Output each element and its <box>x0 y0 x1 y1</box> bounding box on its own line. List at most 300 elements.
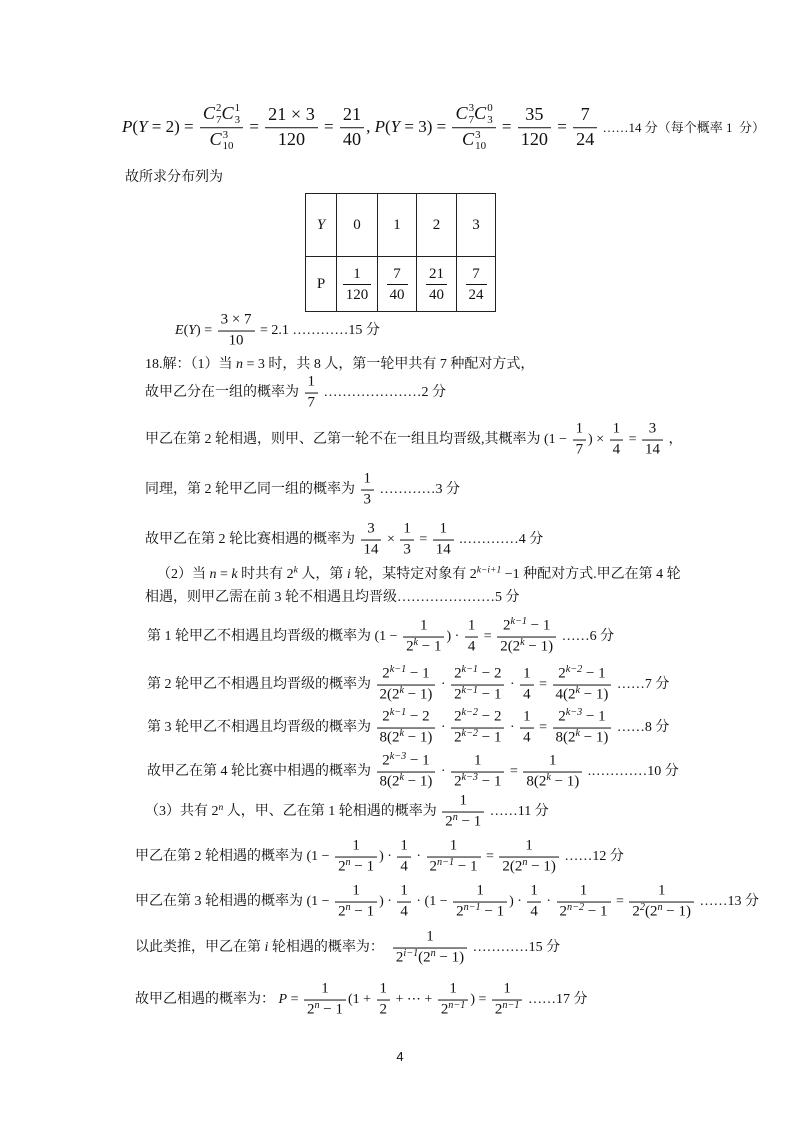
fraction <box>497 615 556 657</box>
text-run: 2 <box>338 858 346 875</box>
text-run: ， <box>664 432 683 448</box>
text-run: − 1 <box>319 1001 343 1018</box>
superscript: k <box>575 727 580 739</box>
fraction-denominator <box>361 491 374 510</box>
text-run: 同理，第 2 轮甲乙同一组的概率为 <box>145 482 359 498</box>
part3-round2-line <box>135 838 624 877</box>
fraction <box>642 421 663 460</box>
fraction-numerator <box>642 421 663 441</box>
text-run: − 1) <box>435 949 465 966</box>
text-run: 8(2 <box>526 773 547 790</box>
fraction-numerator <box>397 883 410 903</box>
text-run: 1 <box>449 837 458 854</box>
text-run: 1 <box>439 520 447 537</box>
fraction-denominator <box>465 638 478 657</box>
fraction <box>557 883 611 922</box>
fraction-denominator <box>523 773 582 792</box>
text-run: − 1 <box>526 617 551 634</box>
text-run: 甲乙在第 2 轮相遇的概率为 (1 − <box>135 849 334 865</box>
fraction-numerator <box>520 709 533 729</box>
fraction-numerator <box>557 883 611 903</box>
text-run: × <box>383 532 399 548</box>
combination-lower-index: 7 <box>216 114 222 127</box>
text-run: 2 <box>454 708 462 725</box>
fraction-denominator: 40 <box>389 286 405 303</box>
text-run: 2 <box>454 729 462 746</box>
text-run: − 1) <box>403 773 433 790</box>
part2-round1-line <box>147 615 615 657</box>
text-run: ……6 分 <box>558 629 615 645</box>
math-variable: k <box>231 566 238 582</box>
text-run: = <box>482 849 498 865</box>
text-run: 1 <box>657 882 666 899</box>
fraction-numerator <box>403 618 444 638</box>
text-run: 第 3 轮甲乙不相遇且均晋级的概率为 <box>147 720 375 736</box>
text-run: = <box>319 116 338 136</box>
text-run: 10 <box>228 332 244 349</box>
fraction <box>465 618 478 657</box>
combination-symbol <box>209 130 233 153</box>
text-run: − 1 <box>584 903 608 920</box>
combination-base: C <box>221 103 234 124</box>
text-run: − 1 <box>406 665 430 682</box>
fraction <box>438 981 469 1020</box>
text-run: 1 <box>474 752 482 769</box>
text-run: = <box>535 720 551 736</box>
text-run: − 1) <box>550 773 580 790</box>
fraction <box>520 666 533 705</box>
fraction-denominator <box>335 858 377 877</box>
superscript: n <box>430 947 436 959</box>
text-run: 2 <box>382 708 390 725</box>
text-run: ) = <box>196 323 216 339</box>
text-run: 2 <box>558 708 566 725</box>
combination-upper-index: 3 <box>468 102 475 115</box>
fraction-denominator <box>397 903 410 922</box>
fraction-numerator <box>451 753 504 773</box>
text-run: 35 <box>525 104 544 125</box>
fraction-denominator <box>442 813 484 832</box>
fraction-numerator <box>453 883 507 903</box>
text-run: 2 <box>454 773 462 790</box>
table-cell-value: 2 <box>417 194 457 257</box>
fraction-numerator <box>377 706 436 729</box>
text-run: 7 <box>580 104 590 125</box>
fraction-numerator <box>629 883 694 903</box>
part2-round3-line <box>147 706 670 748</box>
text-run: 轮相遇的概率为： <box>268 940 391 956</box>
fraction <box>518 105 551 152</box>
fraction <box>499 838 558 877</box>
text-run: 3 <box>403 541 411 558</box>
text-run: = <box>245 116 264 136</box>
text-run: 18.解：（1）当 <box>145 356 236 372</box>
fraction-numerator <box>377 750 436 773</box>
text-run: 21 <box>342 104 362 125</box>
fraction <box>397 838 410 877</box>
text-run: 1 <box>476 882 484 899</box>
superscript: k−2 <box>461 727 479 739</box>
text-run: ……13 分 <box>695 894 759 910</box>
text-run: 1 <box>575 420 584 437</box>
table-header-p: P <box>306 257 337 312</box>
fraction-numerator <box>520 666 533 686</box>
text-run: = <box>216 566 232 582</box>
math-variable: P <box>122 116 133 136</box>
part3-general-round-line <box>135 929 560 968</box>
superscript: k−3 <box>389 750 407 762</box>
text-run: 时共有 2 <box>237 566 294 582</box>
fraction <box>527 883 540 922</box>
text-run: − 2 <box>406 708 430 725</box>
text-run: + ⋯ + <box>392 992 436 1008</box>
problem-18-part3-intro <box>145 793 549 832</box>
fraction-denominator <box>305 394 318 413</box>
superscript: k <box>399 684 404 696</box>
fraction-denominator: 120 <box>345 286 369 303</box>
text-run: …………3 分 <box>375 482 460 498</box>
fraction <box>520 709 533 748</box>
text-run: · <box>437 764 450 780</box>
combination-symbol <box>455 103 474 126</box>
text-run: 2 <box>429 858 438 875</box>
superscript: k−3 <box>565 706 583 718</box>
text-run: 1 <box>459 792 467 809</box>
fraction <box>426 265 447 304</box>
part2-round4-result-line <box>147 750 679 792</box>
fraction-denominator <box>427 858 481 877</box>
text-run: 2 <box>406 638 414 655</box>
math-variable: Y <box>390 116 401 136</box>
superscript: k−2 <box>461 706 479 718</box>
text-run: 人，第 <box>297 566 347 582</box>
table-cell-value: 0 <box>337 194 378 257</box>
fraction <box>553 663 612 705</box>
fraction-denominator <box>200 129 243 153</box>
text-run: .…………4 分 <box>455 532 544 548</box>
superscript: n−1 <box>502 999 520 1011</box>
text-run: （2）当 <box>157 566 210 582</box>
superscript: n−2 <box>567 901 585 913</box>
text-run: （3）共有 2 <box>145 804 219 820</box>
fraction-numerator <box>397 838 410 858</box>
fraction <box>335 838 377 877</box>
text-run: 40 <box>342 129 362 150</box>
text-run: 轮，某特定对象有 2 <box>350 566 477 582</box>
text-run: − 1 <box>454 858 478 875</box>
text-run: · <box>506 720 519 736</box>
fraction-denominator <box>520 686 533 705</box>
fraction-denominator <box>377 686 436 705</box>
table-cell-probability <box>337 257 378 312</box>
text-run: ……12 分 <box>560 849 624 865</box>
fraction-numerator <box>393 929 467 949</box>
text-run: 第 2 轮甲乙不相遇且均晋级的概率为 <box>147 677 375 693</box>
fraction-denominator <box>438 1001 469 1020</box>
text-run: = <box>497 116 516 136</box>
part2-round2-line <box>147 663 670 705</box>
fraction <box>492 981 523 1020</box>
part3-round3-line <box>135 883 759 922</box>
fraction-denominator <box>335 903 377 922</box>
text-run: − 1 <box>418 638 442 655</box>
text-run: 2 <box>502 617 511 634</box>
fraction-denominator <box>452 129 495 153</box>
text-run: 120 <box>277 129 306 150</box>
fraction-denominator <box>377 773 436 792</box>
fraction <box>265 105 318 152</box>
text-run: 8(2 <box>379 729 400 746</box>
text-run: · (1 − <box>412 894 452 910</box>
text-run: 1 <box>352 882 360 899</box>
fraction-denominator <box>361 541 382 560</box>
text-run: 1 <box>403 520 411 537</box>
round2-meet-result-line <box>145 521 543 560</box>
fraction <box>451 706 504 748</box>
fraction-numerator: 21 <box>426 265 447 285</box>
text-run: 14 <box>363 541 379 558</box>
text-run: − 1 <box>406 752 430 769</box>
text-run: 1 <box>523 665 531 682</box>
fraction <box>377 663 436 705</box>
combination-lower-index: 3 <box>487 114 493 127</box>
fraction-numerator <box>518 105 551 129</box>
text-run: − 1 <box>457 813 482 830</box>
text-run: 4 <box>467 638 476 655</box>
math-variable: E <box>175 323 184 339</box>
text-run: 相遇，则甲乙需在前 3 轮不相遇且均晋级…………………5 分 <box>145 589 520 605</box>
fraction <box>629 883 694 922</box>
fraction-denominator <box>610 441 623 460</box>
fraction <box>433 521 454 560</box>
math-variable: n <box>209 566 217 582</box>
combination-lower-index: 10 <box>475 140 487 153</box>
fraction-denominator <box>520 729 533 748</box>
text-run: − 1) <box>403 686 433 703</box>
text-run: 1 <box>426 928 434 945</box>
fraction <box>573 421 586 460</box>
text-run: 4 <box>530 903 538 920</box>
fraction-denominator <box>629 903 694 922</box>
fraction-numerator <box>400 521 413 541</box>
text-run: = <box>480 629 496 645</box>
expectation-line <box>175 312 380 351</box>
fraction-numerator <box>527 883 540 903</box>
text-run: 4 <box>523 686 531 703</box>
fraction <box>305 374 318 413</box>
fraction-numerator: 1 <box>343 265 372 285</box>
text-run: = <box>415 532 431 548</box>
fraction <box>377 706 436 748</box>
part3-total-probability-line <box>135 981 587 1020</box>
text-run: ……7 分 <box>613 677 670 693</box>
superscript: k−1 <box>389 706 407 718</box>
superscript: n <box>452 811 458 823</box>
text-run: 4 <box>523 729 531 746</box>
combination-lower-index: 3 <box>234 114 241 127</box>
text-run: 3 × 7 <box>220 311 252 328</box>
text-run: 1 <box>449 980 457 997</box>
text-run: (1 + <box>347 992 375 1008</box>
text-run: 1 <box>400 837 408 854</box>
fraction <box>403 618 444 657</box>
text-run: 甲乙在第 3 轮相遇的概率为 (1 − <box>135 894 334 910</box>
text-run: ) · <box>379 894 396 910</box>
text-run: 1 <box>352 837 360 854</box>
math-variable: P <box>278 992 288 1008</box>
fraction <box>397 883 410 922</box>
text-run: · <box>506 677 519 693</box>
text-run: 4(2 <box>555 686 576 703</box>
text-run: 故甲乙在第 2 轮比赛相遇的概率为 <box>145 532 359 548</box>
fraction-denominator <box>499 858 558 877</box>
index-stack <box>235 104 240 127</box>
fraction-denominator: 40 <box>429 286 444 303</box>
text-run: 2 <box>445 813 453 830</box>
fraction <box>361 521 382 560</box>
text-run: 1 <box>467 617 476 634</box>
text-run: 故甲乙在第 4 轮比赛中相遇的概率为 <box>147 764 375 780</box>
table-row-probabilities <box>306 257 496 312</box>
fraction-numerator <box>377 663 436 686</box>
text-run: 1 <box>307 373 315 390</box>
text-run: 1 <box>420 617 428 634</box>
superscript: k−1 <box>461 663 479 675</box>
combination-symbol <box>474 103 493 126</box>
text-run: 2 <box>558 665 566 682</box>
text-run: 3 <box>648 420 657 437</box>
fraction-numerator <box>523 753 582 773</box>
text-run: 14 <box>435 541 451 558</box>
fraction-denominator <box>492 1001 523 1020</box>
fraction-numerator <box>218 312 255 332</box>
fraction <box>340 105 364 152</box>
text-run: · <box>542 894 555 910</box>
text-run: 1 <box>363 470 371 487</box>
text-run: 2 <box>454 665 462 682</box>
text-run: · <box>437 677 450 693</box>
text-run: − 1 <box>478 686 502 703</box>
fraction <box>343 265 372 304</box>
text-run: 故所求分布列为 <box>125 169 223 185</box>
text-run: − 2 <box>478 665 502 682</box>
text-run: 第 1 轮甲乙不相遇且均晋级的概率为 (1 − <box>147 629 402 645</box>
text-run: − 1 <box>478 773 502 790</box>
text-run: ( <box>183 323 189 339</box>
table-row-values <box>306 194 496 257</box>
fraction-denominator <box>497 638 556 657</box>
fraction-denominator <box>304 1001 346 1020</box>
combination-base: C <box>474 103 487 124</box>
text-run: 2 <box>632 903 640 920</box>
fraction-denominator <box>527 903 540 922</box>
fraction <box>335 883 377 922</box>
fraction <box>377 981 390 1020</box>
text-run: 故甲乙相遇的概率为： <box>135 992 279 1008</box>
table-header-y: Y <box>306 194 337 257</box>
fraction-denominator <box>433 541 454 560</box>
text-run: −1 种配对方式.甲乙在第 4 轮 <box>501 566 681 582</box>
same-group-probability-line <box>145 374 446 413</box>
superscript: k−3 <box>461 771 479 783</box>
text-run: 14 <box>645 441 660 458</box>
superscript: n <box>345 856 351 868</box>
part2-condition-line <box>145 589 520 607</box>
table-cell-probability <box>417 257 457 312</box>
text-run: 2 <box>454 686 462 703</box>
text-run: 2 <box>379 1001 388 1018</box>
fraction-numerator <box>340 105 364 129</box>
text-run: − 1) <box>524 638 554 655</box>
fraction-numerator <box>377 981 390 1001</box>
text-run: = <box>625 432 640 448</box>
combination-lower-index: 7 <box>468 114 475 127</box>
fraction-denominator <box>451 773 504 792</box>
text-run: − 1 <box>350 903 375 920</box>
combination-upper-index: 3 <box>475 128 481 141</box>
table-cell-value: 3 <box>457 194 496 257</box>
combination-upper-index: 2 <box>216 102 222 115</box>
text-run: ……8 分 <box>613 720 670 736</box>
combination-symbol <box>203 103 222 126</box>
text-run: 4 <box>400 903 408 920</box>
index-stack <box>223 130 234 153</box>
superscript: n−1 <box>448 999 466 1011</box>
text-run: , <box>366 116 375 136</box>
fraction <box>451 753 504 792</box>
fraction-denominator <box>557 903 611 922</box>
fraction-numerator <box>553 706 612 729</box>
text-run: 1 <box>579 882 588 899</box>
fraction-denominator <box>403 638 444 657</box>
fraction-numerator <box>265 105 318 129</box>
superscript: k−2 <box>565 663 583 675</box>
fraction-denominator <box>218 332 255 351</box>
text-run: 1 <box>612 420 621 437</box>
table-cell-probability <box>457 257 496 312</box>
fraction-denominator <box>377 1001 390 1020</box>
text-run: (2 <box>644 903 658 920</box>
text-run: − 1 <box>480 903 505 920</box>
combination-symbol <box>462 130 486 153</box>
combination-base: C <box>455 103 468 124</box>
text-run: · <box>437 720 450 736</box>
text-run: ) · <box>379 849 396 865</box>
math-variable: Y <box>188 323 197 339</box>
text-run: − 1) <box>403 729 433 746</box>
text-run: 24 <box>576 129 595 150</box>
fraction-numerator <box>335 838 377 858</box>
text-run: ……17 分 <box>524 992 588 1008</box>
text-run: 2 <box>494 1001 503 1018</box>
combination-base: C <box>202 103 216 124</box>
math-variable: P <box>374 116 385 136</box>
superscript: n−1 <box>463 901 481 913</box>
fraction <box>553 706 612 748</box>
fraction-numerator: 7 <box>466 265 487 285</box>
fraction-denominator <box>397 858 410 877</box>
fraction-numerator <box>465 618 478 638</box>
text-run: 1 <box>503 980 511 997</box>
fraction <box>304 981 346 1020</box>
fraction <box>610 421 623 460</box>
text-run: − 1 <box>478 729 502 746</box>
fraction-denominator: 24 <box>468 286 484 303</box>
fraction-numerator <box>200 103 243 128</box>
text-run: ) = <box>470 992 490 1008</box>
superscript: n <box>657 901 663 913</box>
combination-lower-index: 10 <box>222 140 234 153</box>
